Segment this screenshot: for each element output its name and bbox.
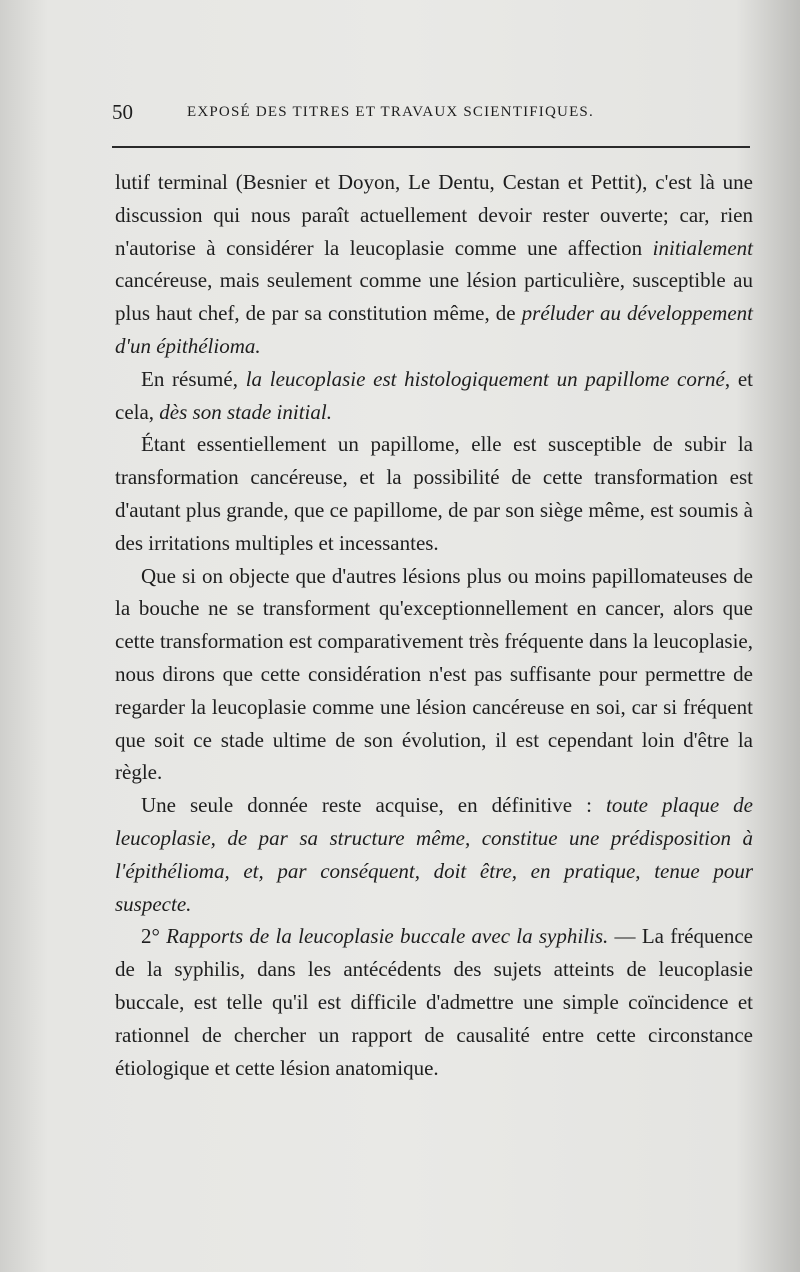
page-header: [112, 100, 752, 132]
paragraph-3: Étant essentiellement un papillome, elle est susceptible de subir la transformation cancéreuse, et la possibilité de cette transformation est d'autant plus grande, que ce papillome, de par son siège même, est soumis à des irritations multiples et incessantes.: [115, 432, 753, 555]
running-title: EXPOSÉ DES TITRES ET TRAVAUX SCIENTIFIQUES.: [187, 104, 594, 120]
paragraph-1: lutif terminal (Besnier et Doyon, Le Dentu, Cestan et Pettit), c'est là une discussion qui nous paraît actuellement devoir rester ouverte; car, rien n'autorise à considérer la leucoplasie comme une affection initialement cancéreuse, mais seulement comme une lésion particulière, susceptible au plus haut chef, de par sa constitution même, de préluder au développement d'un épithélioma.: [115, 170, 753, 358]
body-text: [115, 166, 753, 1084]
paragraph-2: En résumé, la leucoplasie est histologiquement un papillome corné, et cela, dès son stade initial.: [115, 366, 753, 424]
paragraph-6: 2° Rapports de la leucoplasie buccale avec la syphilis. — La fréquence de la syphilis, dans les antécédents des sujets atteints de leucoplasie buccale, est telle qu'il est difficile d'admettre une simple coïncidence et rationnel de chercher un rapport de causalité entre cette circonstance étiologique et cette lésion anatomique.: [115, 924, 753, 1080]
paragraph-4: Que si on objecte que d'autres lésions plus ou moins papillomateuses de la bouche ne se transforment qu'exceptionnellement en cancer, alors que cette transformation est comparativement très fréquente dans la leucoplasie, nous dirons que cette considération n'est pas suffisante pour permettre de regarder la leucoplasie comme une lésion cancéreuse en soi, car si fréquent que soit ce stade ultime de son évolution, il est cependant loin d'être la règle.: [115, 563, 753, 785]
paragraph-5: Une seule donnée reste acquise, en définitive : toute plaque de leucoplasie, de par sa structure même, constitue une prédisposition à l'épithélioma, et, par conséquent, doit être, en pratique, tenue pour suspecte.: [115, 793, 754, 916]
header-rule: [112, 146, 750, 148]
page-number: 50: [112, 100, 133, 124]
